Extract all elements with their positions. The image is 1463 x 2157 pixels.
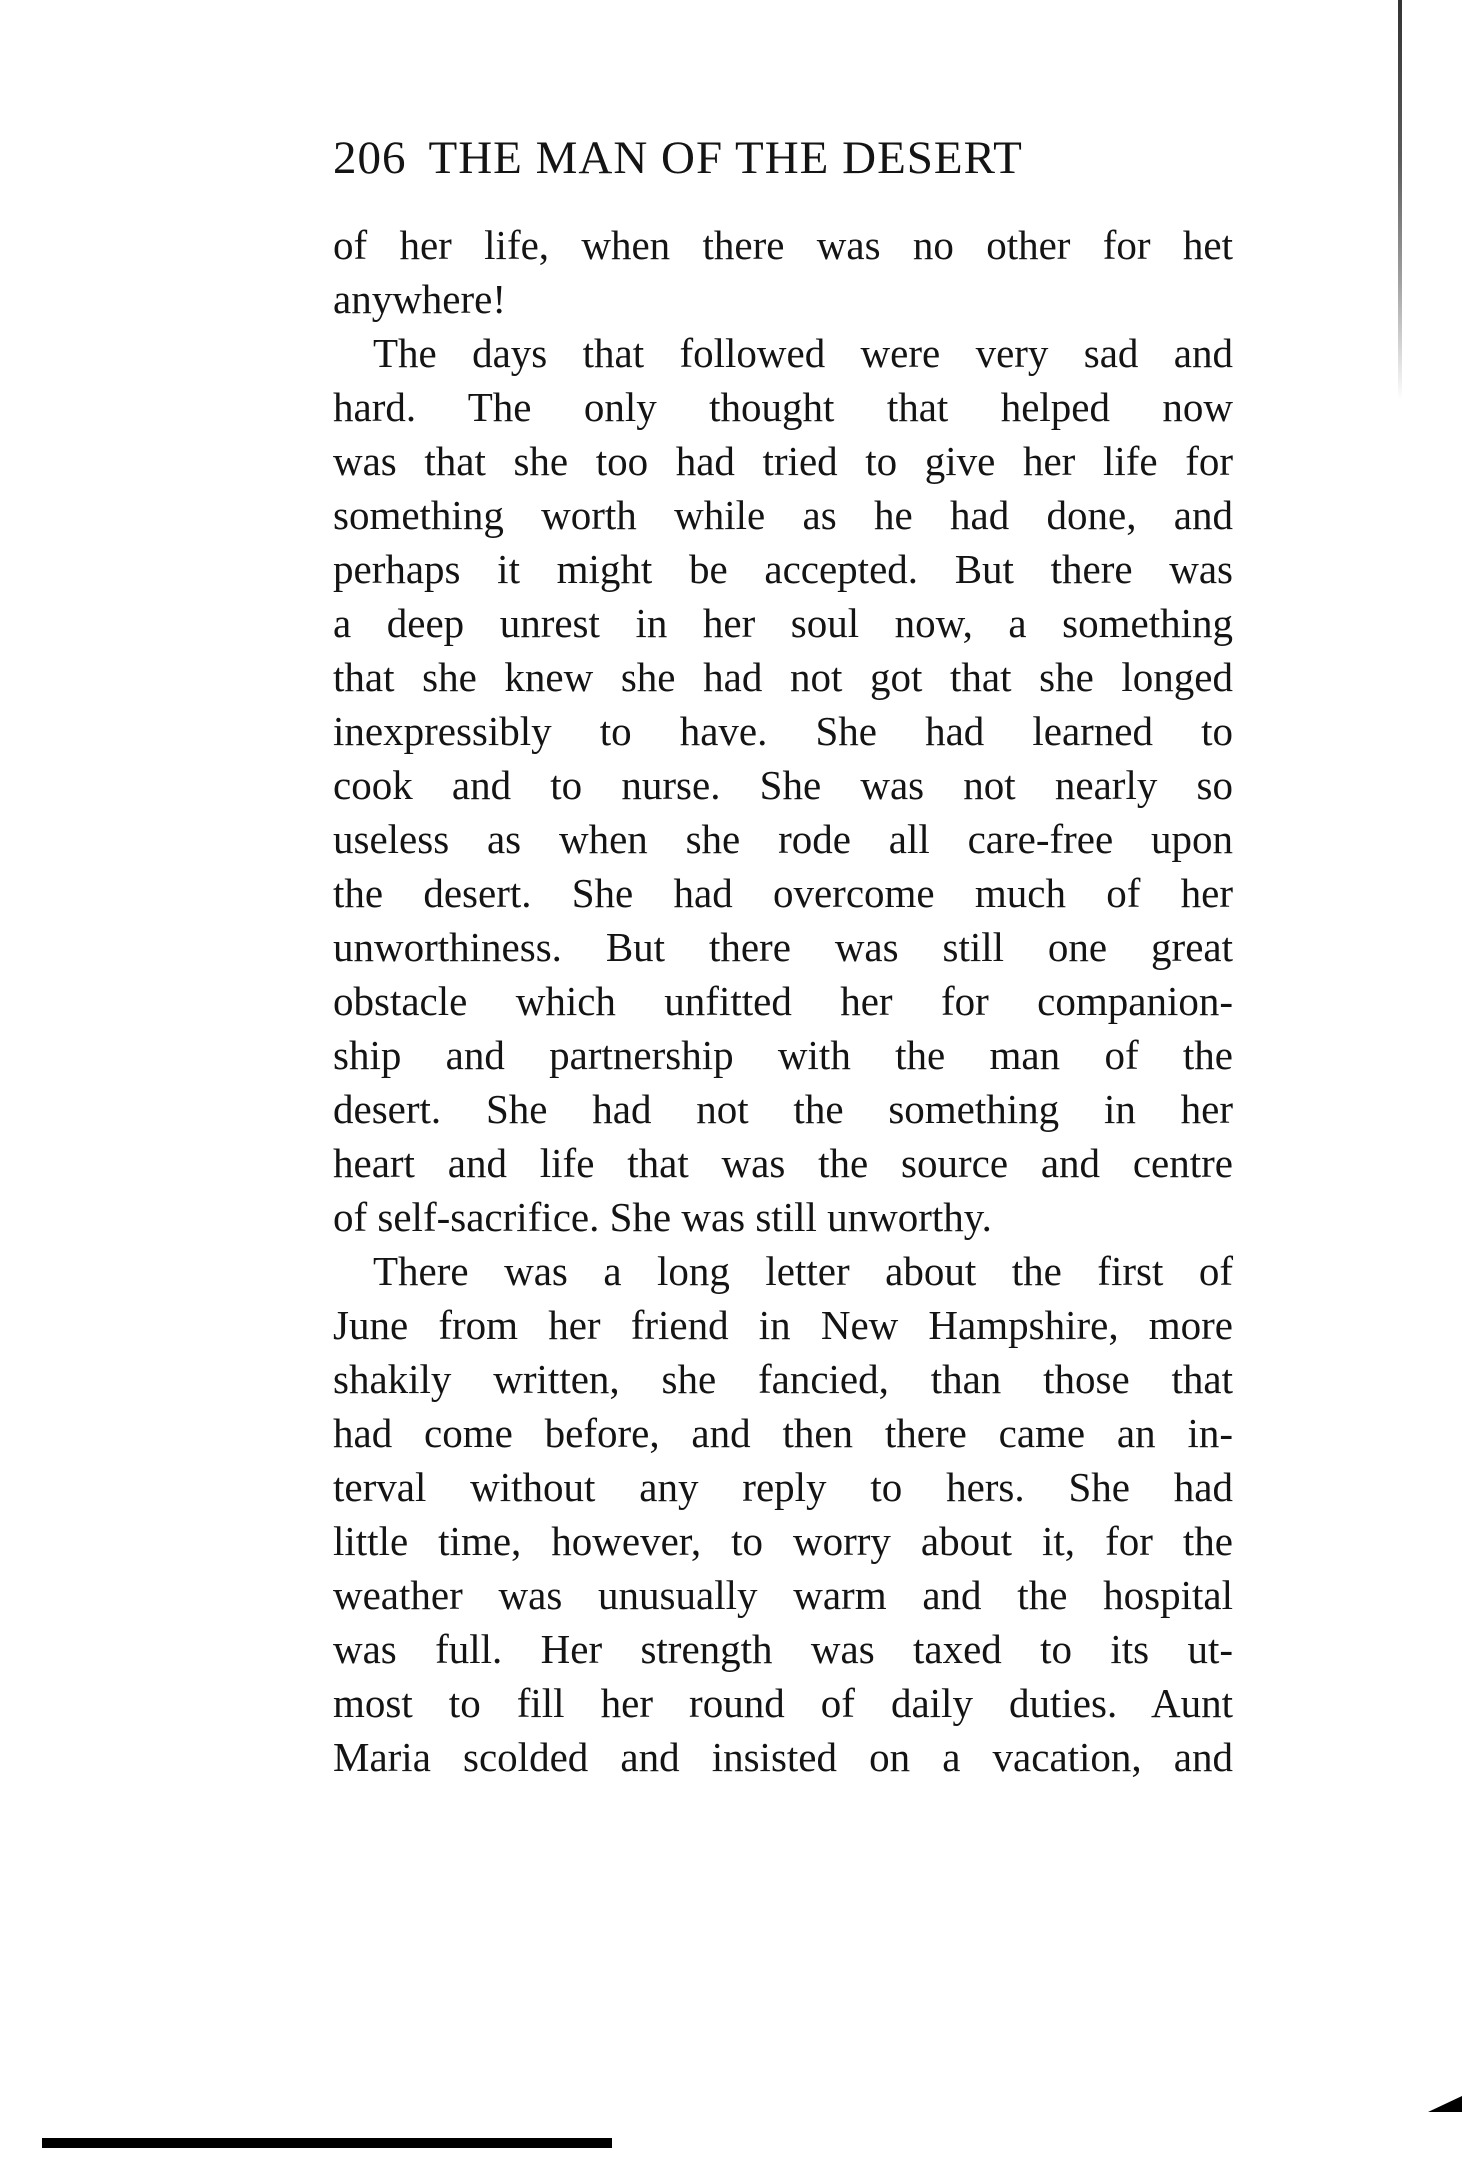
- text-line: perhaps it might be accepted. But there was: [333, 546, 1233, 592]
- text-line: of self-sacrifice. She was still unworthy.: [333, 1194, 992, 1240]
- running-header: [333, 128, 1023, 188]
- text-line: the desert. She had overcome much of her: [333, 870, 1233, 916]
- text-line: Maria scolded and insisted on a vacation, and: [333, 1734, 1233, 1780]
- text-line: of her life, when there was no other for het: [333, 222, 1233, 268]
- text-line: obstacle which unfitted her for companion-: [333, 978, 1233, 1024]
- text-line: weather was unusually warm and the hospital: [333, 1572, 1233, 1618]
- text-line: little time, however, to worry about it, for the: [333, 1518, 1233, 1564]
- text-line: cook and to nurse. She was not nearly so: [333, 762, 1233, 808]
- text-line: shakily written, she fancied, than those that: [333, 1356, 1233, 1402]
- text-line: inexpressibly to have. She had learned to: [333, 708, 1233, 754]
- text-line: heart and life that was the source and centre: [333, 1140, 1233, 1186]
- body-text: [333, 218, 1233, 1784]
- text-line: hard. The only thought that helped now: [333, 384, 1233, 430]
- text-line: had come before, and then there came an in-: [333, 1410, 1233, 1456]
- text-line: was full. Her strength was taxed to its ut-: [333, 1626, 1233, 1672]
- text-line: most to fill her round of daily duties. Aunt: [333, 1680, 1233, 1726]
- text-line: June from her friend in New Hampshire, more: [333, 1302, 1233, 1348]
- text-line: There was a long letter about the first of: [373, 1248, 1233, 1294]
- page-number: 206: [333, 132, 407, 184]
- scan-edge-mark: [42, 2138, 612, 2148]
- text-line: The days that followed were very sad and: [373, 330, 1233, 376]
- text-line: ship and partnership with the man of the: [333, 1032, 1233, 1078]
- text-line: terval without any reply to hers. She had: [333, 1464, 1233, 1510]
- text-line: a deep unrest in her soul now, a something: [333, 600, 1233, 646]
- scan-edge-mark: [1428, 2096, 1462, 2112]
- text-line: unworthiness. But there was still one great: [333, 924, 1233, 970]
- text-line: useless as when she rode all care-free upon: [333, 816, 1233, 862]
- text-line: that she knew she had not got that she longed: [333, 654, 1233, 700]
- scan-edge-mark: [1398, 0, 1402, 400]
- text-line: anywhere!: [333, 276, 507, 322]
- running-title: THE MAN OF THE DESERT: [428, 132, 1023, 184]
- text-line: something worth while as he had done, and: [333, 492, 1233, 538]
- text-line: desert. She had not the something in her: [333, 1086, 1233, 1132]
- text-line: was that she too had tried to give her life for: [333, 438, 1233, 484]
